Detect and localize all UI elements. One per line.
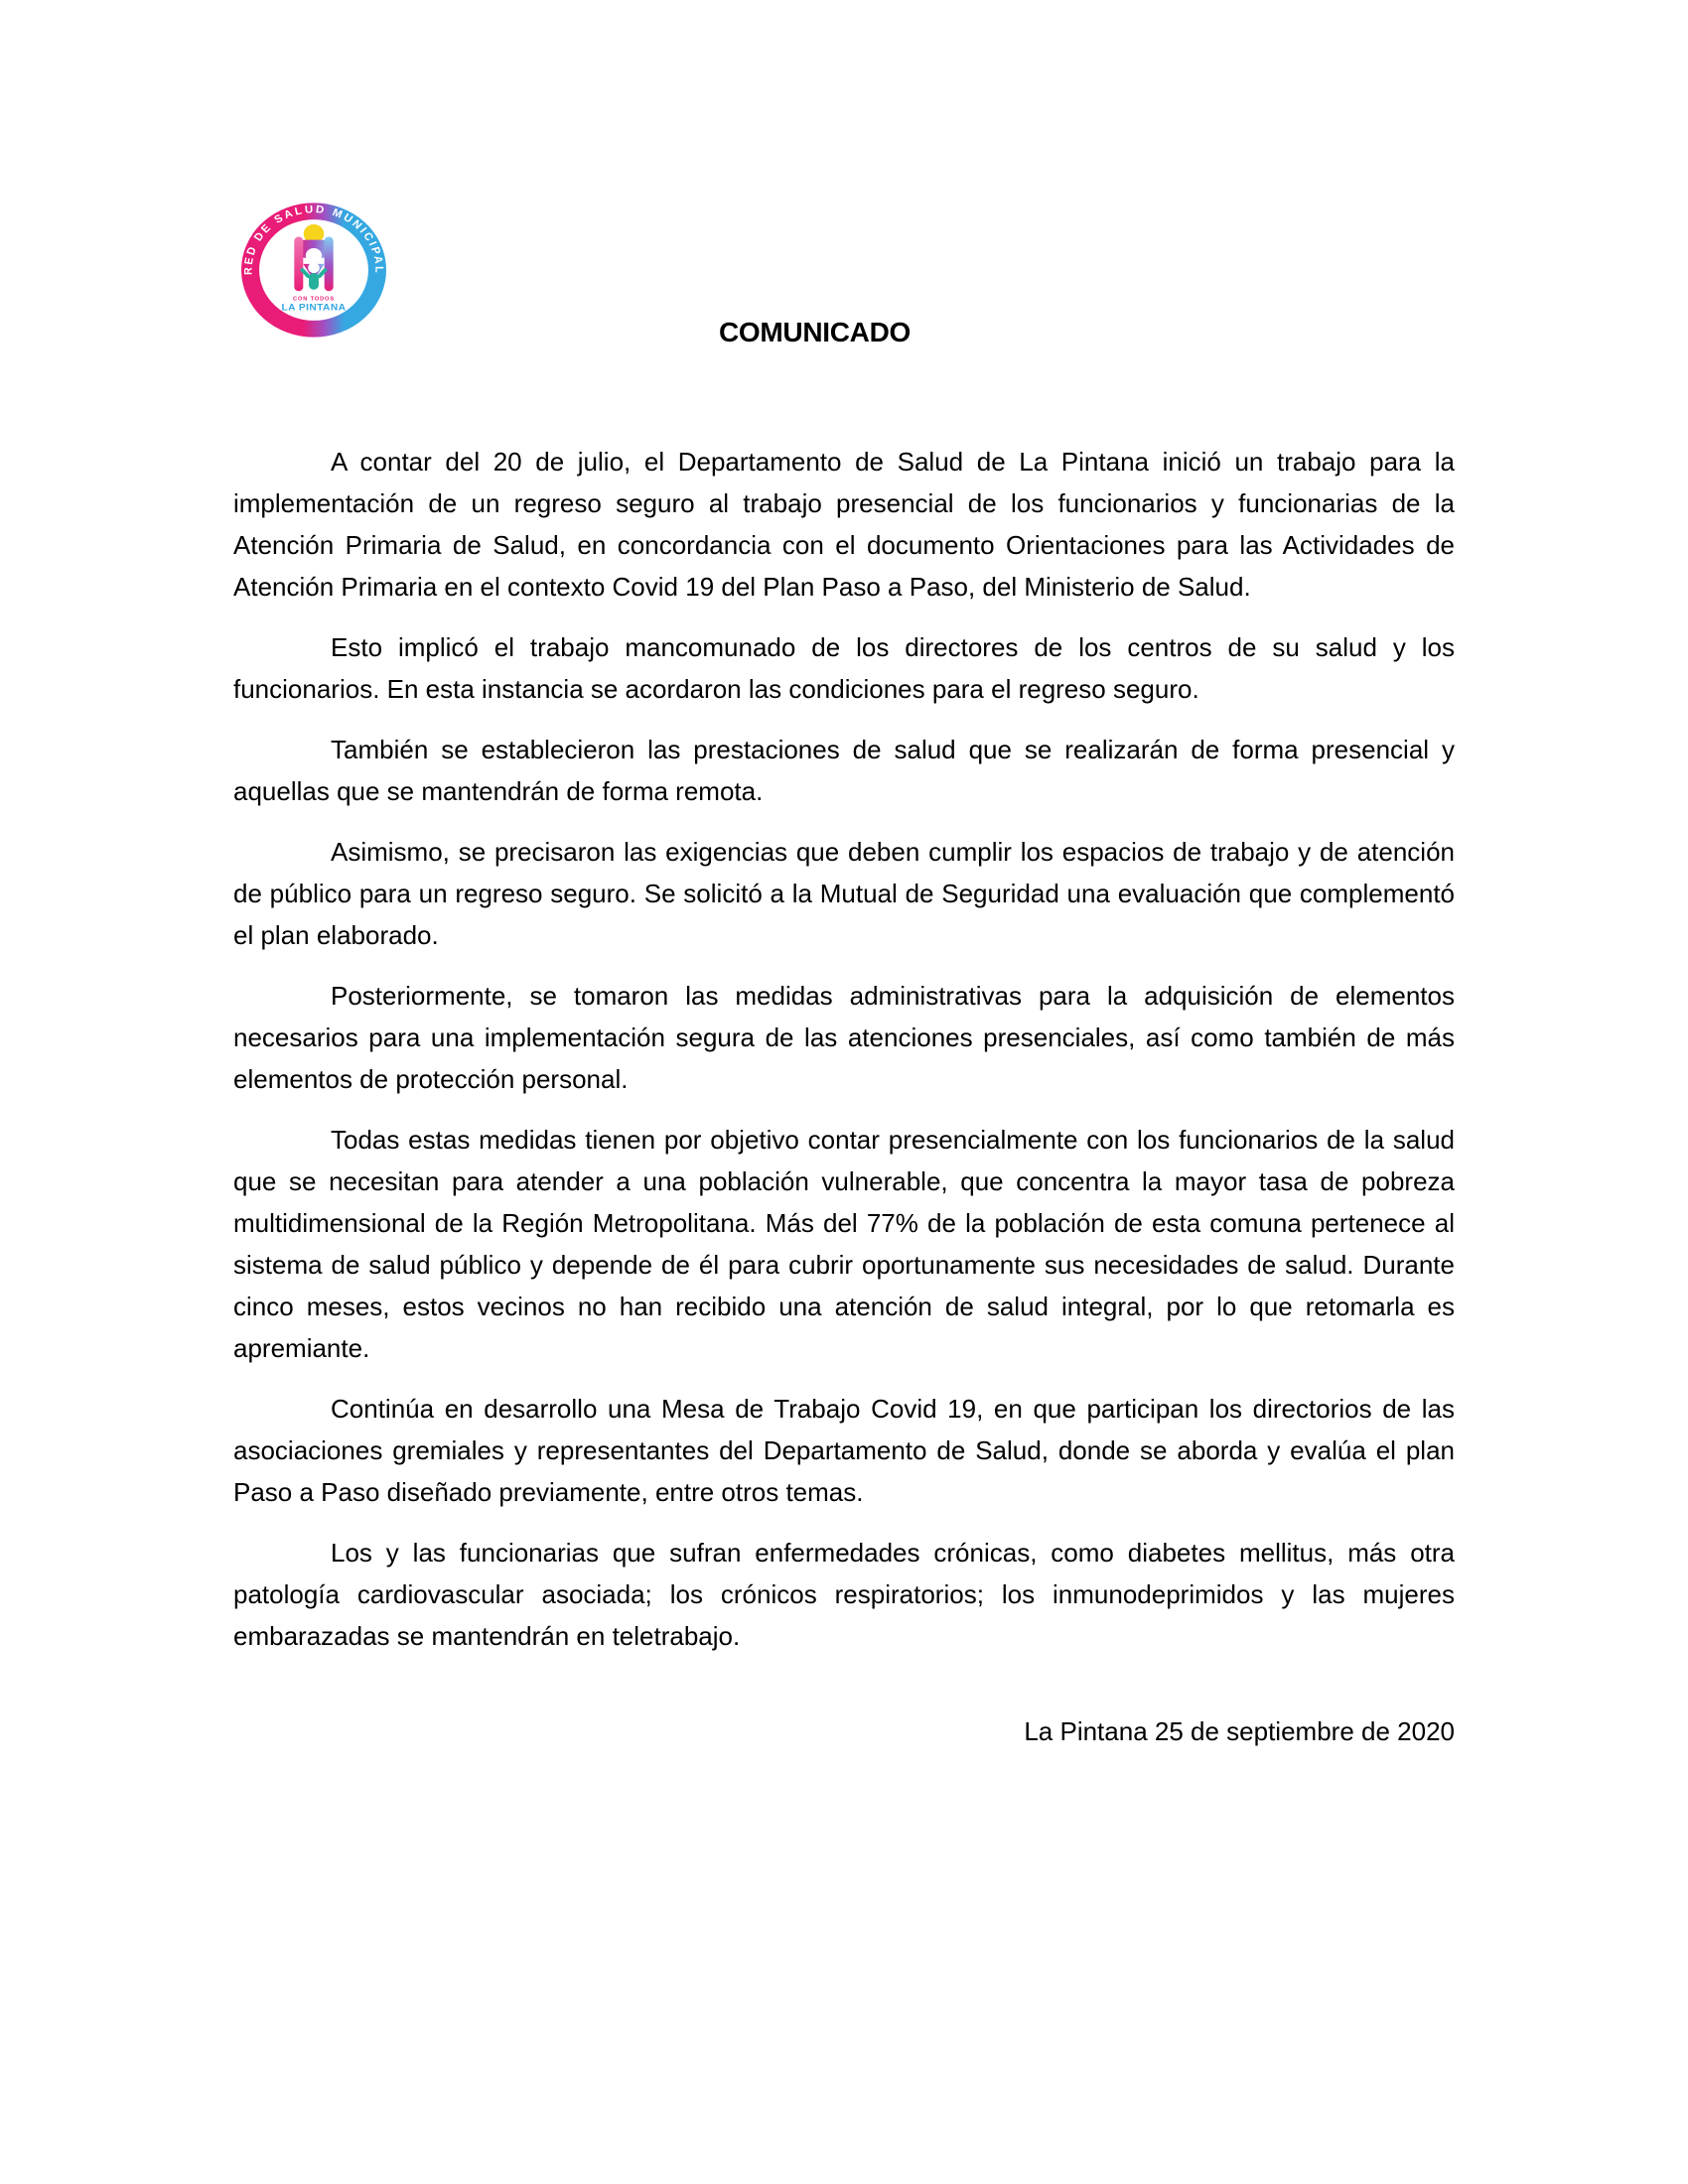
paragraph-1: A contar del 20 de julio, el Departamento de Salud de La Pintana inició un trabajo para la implementación de un regreso seguro al trabajo presencial de los funcionarios y funcionarias de la Atención Primaria de Salud, en concordancia con el documento Orientaciones para las Actividades de Atención Primaria en el contexto Covid 19 del Plan Paso a Paso, del Ministerio de Salud. — [233, 447, 1455, 602]
page-title: COMUNICADO — [719, 317, 911, 347]
child-head — [308, 262, 319, 273]
paragraph-3: También se establecieron las prestaciones de salud que se realizarán de forma presencial y aquellas que se mantendrán de forma remota. — [233, 735, 1455, 806]
paragraph-7: Continúa en desarrollo una Mesa de Trabajo Covid 19, en que participan los directorios de las asociaciones gremiales y representantes del Departamento de Salud, donde se aborda y evalúa el plan Paso a Paso diseñado previamente, entre otros temas. — [233, 1394, 1455, 1507]
paragraph-6: Todas estas medidas tienen por objetivo contar presencialmente con los funcionarios de la salud que se necesitan para atender a una población vulnerable, que concentra la mayor tasa de pobreza multidimensional de la Región Metropolitana. Más del 77% de la población de esta comuna pertenece al sistema de salud público y depende de él para cubrir oportunamente sus necesidades de salud. Durante cinco meses, estos vecinos no han recibido una atención de salud integral, por lo que retomarla es apremiante. — [233, 1125, 1455, 1363]
date-line: La Pintana 25 de septiembre de 2020 — [1024, 1716, 1455, 1746]
logo-tagline-bottom: LA PINTANA — [281, 302, 347, 314]
logo-tagline-top: CON TODOS — [293, 296, 335, 303]
logo-arc-text: RED DE SALUD MUNICIPAL — [242, 204, 385, 276]
paragraph-5: Posteriormente, se tomaron las medidas administrativas para la adquisición de elementos necesarios para una implementación segura de las atenciones presenciales, así como también de más elementos de protección personal. — [233, 981, 1455, 1094]
paragraph-2: Esto implicó el trabajo mancomunado de los directores de los centros de su salud y los funcionarios. En esta instancia se acordaron las condiciones para el regreso seguro. — [233, 632, 1455, 704]
paragraph-4: Asimismo, se precisaron las exigencias que deben cumplir los espacios de trabajo y de atención de público para un regreso seguro. Se solicitó a la Mutual de Seguridad una evaluación que complementó el plan elaborado. — [233, 837, 1455, 950]
paragraph-8: Los y las funcionarias que sufran enfermedades crónicas, como diabetes mellitus, más otra patología cardiovascular asociada; los crónicos respiratorios; los inmunodeprimidos y las mujeres embarazadas se mantendrán en teletrabajo. — [233, 1538, 1455, 1651]
document-body — [233, 441, 1455, 1771]
adult-head — [306, 248, 322, 263]
